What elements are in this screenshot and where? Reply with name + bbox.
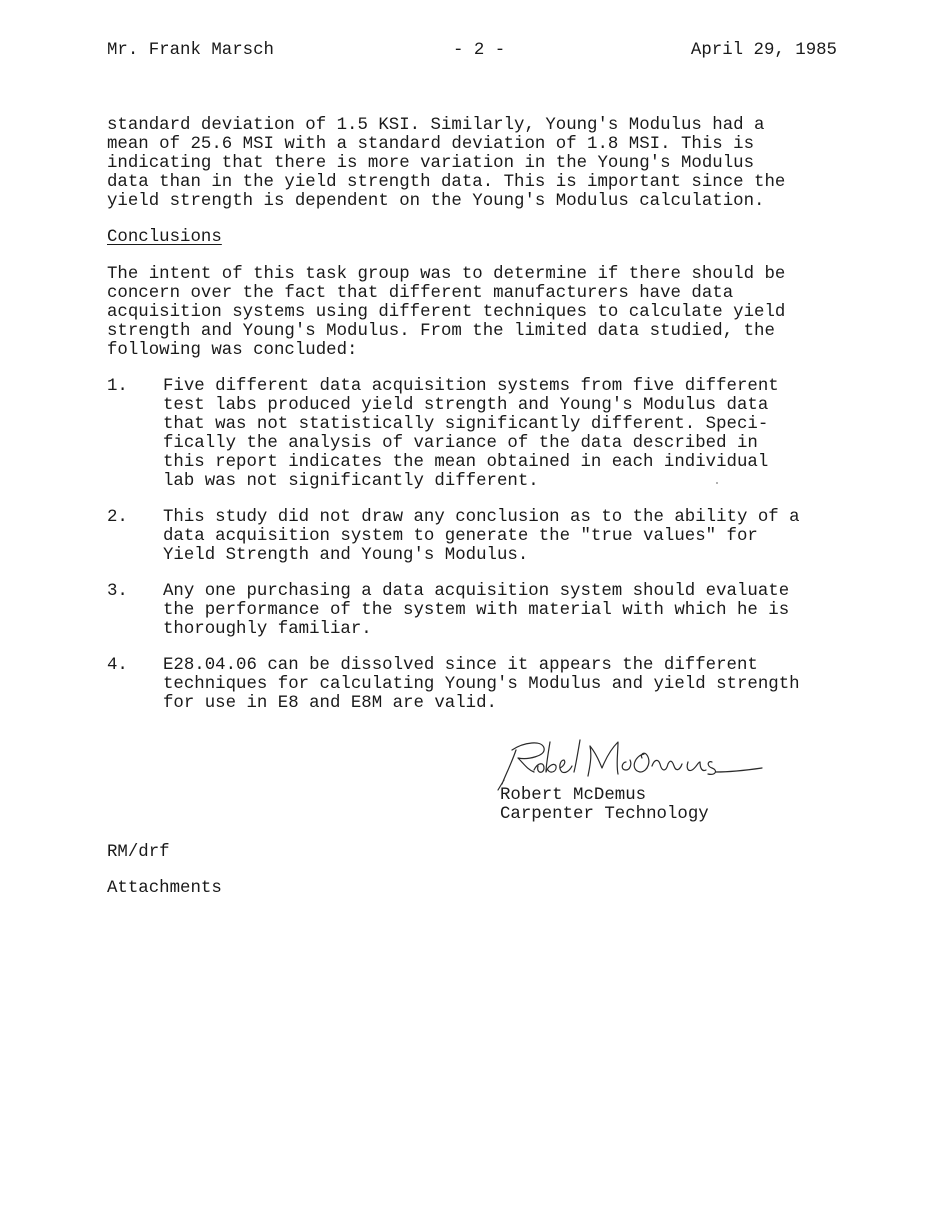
conclusion-number: 2. <box>107 508 128 527</box>
attachments-note: Attachments <box>107 879 222 898</box>
scan-speck <box>716 482 718 484</box>
conclusion-text: Five different data acquisition systems from five different test labs produced yield strength and Young's Modulus data that was not statistically significantly different. Speci- fically the analysis of variance of the data described in this report indicates the mean obtained in each individual lab was not significantly different. <box>163 377 779 491</box>
conclusion-text: This study did not draw any conclusion as to the ability of a data acquisition system to generate the "true values" for Yield Strength and Young's Modulus. <box>163 508 800 565</box>
conclusion-text: E28.04.06 can be dissolved since it appears the different techniques for calculating Young's Modulus and yield strength for use in E8 and E8M are valid. <box>163 656 800 713</box>
intro-paragraph: standard deviation of 1.5 KSI. Similarly, Young's Modulus had a mean of 25.6 MSI with a standard deviation of 1.8 MSI. This is indicating that there is more variation in the Young's Modulus data than in the yield strength data. This is important since the yield strength is dependent on the Young's Modulus calculation. <box>107 116 786 211</box>
conclusions-intro: The intent of this task group was to determine if there should be concern over the fact that different manufacturers have data acquisition systems using different techniques to calculate yield strength and Young's Modulus. From the limited data studied, the following was concluded: <box>107 265 786 360</box>
header-page-number: - 2 - <box>453 41 506 60</box>
conclusion-number: 1. <box>107 377 128 396</box>
header-recipient: Mr. Frank Marsch <box>107 41 274 60</box>
conclusion-number: 4. <box>107 656 128 675</box>
page-header <box>107 41 837 61</box>
conclusion-number: 3. <box>107 582 128 601</box>
signer-name: Robert McDemus <box>500 786 647 805</box>
conclusion-text: Any one purchasing a data acquisition system should evaluate the performance of the system with material with which he is thoroughly familiar. <box>163 582 790 639</box>
signer-company: Carpenter Technology <box>500 805 709 824</box>
typist-initials: RM/drf <box>107 843 170 862</box>
conclusions-heading: Conclusions <box>107 228 222 247</box>
header-date: April 29, 1985 <box>690 41 837 60</box>
